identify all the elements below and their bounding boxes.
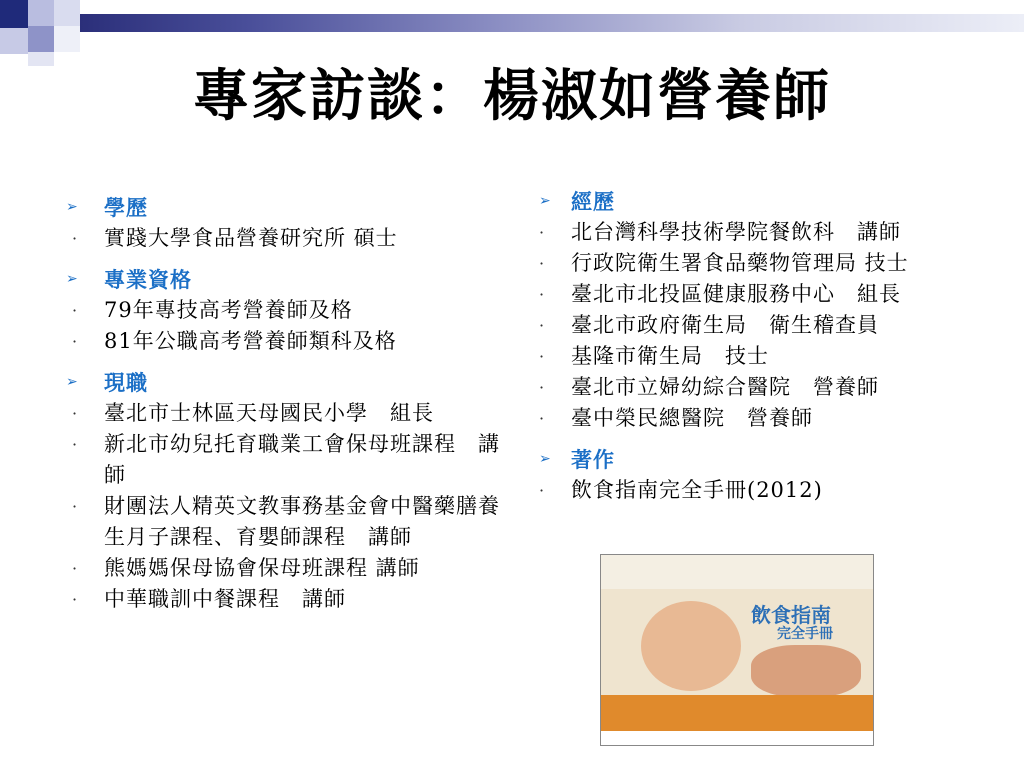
section	[60, 367, 500, 615]
list-item-text: 81年公職高考營養師類科及格	[104, 329, 397, 353]
list-item-text: 行政院衛生署食品藥物管理局 技士	[571, 251, 909, 275]
list-item	[533, 372, 993, 403]
list-item	[60, 553, 500, 584]
list-item	[533, 310, 993, 341]
right-column	[533, 186, 993, 516]
arrow-right-icon: ➢	[66, 271, 79, 287]
section-heading-label: 經歷	[571, 189, 615, 214]
list-item-text: 基隆市衛生局 技士	[571, 344, 769, 368]
header-gradient-bar	[80, 14, 1024, 32]
bullet-dot-icon: ·	[539, 347, 546, 366]
slide-title: 專家訪談：楊淑如營養師	[193, 63, 831, 129]
bullet-dot-icon: ·	[72, 497, 79, 516]
section-heading	[533, 186, 993, 217]
list-item-text: 熊媽媽保母協會保母班課程 講師	[104, 556, 420, 580]
section-heading	[60, 367, 500, 398]
bullet-dot-icon: ·	[539, 409, 546, 428]
list-item	[533, 217, 993, 248]
list-item-text: 臺北市政府衛生局 衛生稽查員	[571, 313, 879, 337]
list-item	[533, 279, 993, 310]
list-item-text: 新北市幼兒托育職業工會保母班課程 講師	[104, 432, 500, 487]
arrow-right-icon: ➢	[66, 374, 79, 390]
bullet-dot-icon: ·	[72, 229, 79, 248]
list-item-text: 臺北市士林區天母國民小學 組長	[104, 401, 434, 425]
bullet-dot-icon: ·	[72, 435, 79, 454]
bullet-dot-icon: ·	[72, 301, 79, 320]
list-item-text: 實踐大學食品營養研究所 碩士	[104, 226, 398, 250]
list-item	[60, 584, 500, 615]
bullet-dot-icon: ·	[539, 254, 546, 273]
section-heading	[60, 264, 500, 295]
left-column	[60, 192, 500, 625]
list-item-text: 臺北市立婦幼綜合醫院 營養師	[571, 375, 879, 399]
section-heading	[60, 192, 500, 223]
section-heading-label: 現職	[104, 370, 148, 395]
section	[533, 444, 993, 506]
section	[60, 192, 500, 254]
bullet-dot-icon: ·	[72, 404, 79, 423]
list-item-text: 79年專技高考營養師及格	[104, 298, 353, 322]
section-heading-label: 專業資格	[104, 267, 192, 292]
book-cover-orange-band	[601, 695, 873, 731]
bullet-dot-icon: ·	[539, 481, 546, 500]
arrow-right-icon: ➢	[66, 199, 79, 215]
book-cover-top-band	[601, 555, 873, 589]
bullet-dot-icon: ·	[72, 559, 79, 578]
bullet-dot-icon: ·	[72, 332, 79, 351]
list-item-text: 臺北市北投區健康服務中心 組長	[571, 282, 901, 306]
list-item	[60, 295, 500, 326]
bullet-dot-icon: ·	[539, 223, 546, 242]
book-cover-baby	[641, 601, 741, 691]
list-item	[60, 326, 500, 357]
bullet-dot-icon: ·	[539, 285, 546, 304]
list-item	[60, 491, 500, 553]
book-cover-image	[600, 554, 874, 746]
list-item	[533, 403, 993, 434]
list-item	[60, 429, 500, 491]
list-item	[533, 248, 993, 279]
bullet-dot-icon: ·	[539, 378, 546, 397]
section	[533, 186, 993, 434]
list-item	[60, 398, 500, 429]
section-heading-label: 著作	[571, 447, 615, 472]
book-cover-bottom-strip	[601, 731, 873, 745]
book-cover-subtitle: 完全手冊	[777, 626, 833, 642]
list-item	[60, 223, 500, 254]
bullet-dot-icon: ·	[539, 316, 546, 335]
list-item	[533, 341, 993, 372]
list-item	[533, 475, 993, 506]
section	[60, 264, 500, 357]
list-item-text: 飲食指南完全手冊(2012)	[571, 478, 823, 502]
bullet-dot-icon: ·	[72, 590, 79, 609]
list-item-text: 中華職訓中餐課程 講師	[104, 587, 346, 611]
section-heading-label: 學歷	[104, 195, 148, 220]
book-cover-title: 飲食指南	[751, 603, 831, 627]
book-cover-family	[751, 645, 861, 697]
section-heading	[533, 444, 993, 475]
arrow-right-icon: ➢	[539, 451, 552, 467]
list-item-text: 北台灣科學技術學院餐飲科 講師	[571, 220, 901, 244]
arrow-right-icon: ➢	[539, 193, 552, 209]
list-item-text: 臺中榮民總醫院 營養師	[571, 406, 813, 430]
list-item-text: 財團法人精英文教事務基金會中醫藥膳養生月子課程、育嬰師課程 講師	[104, 494, 500, 549]
